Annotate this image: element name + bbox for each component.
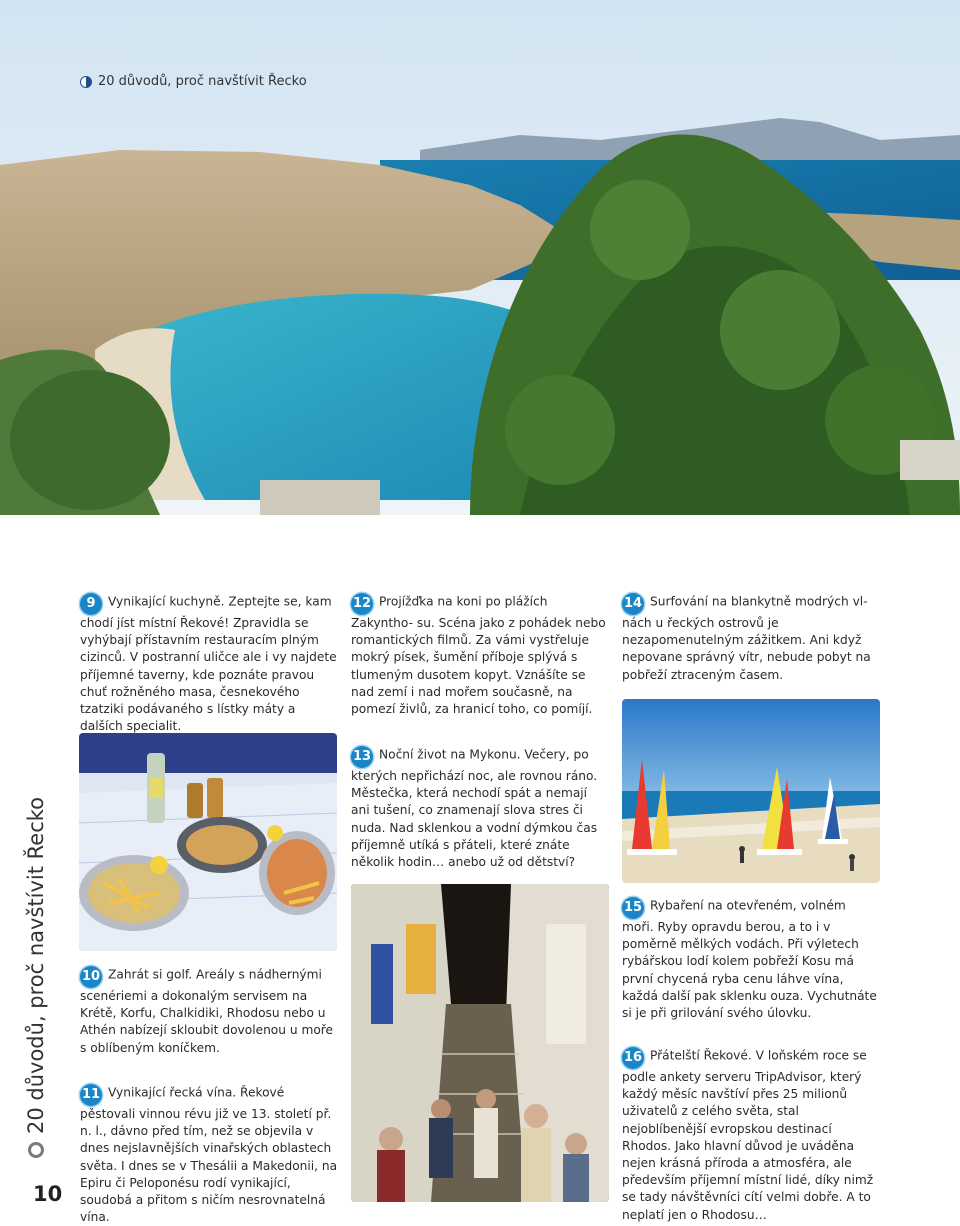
section-text-first: Noční život na Mykonu. Večery, (379, 747, 570, 762)
running-header (80, 74, 307, 89)
section-text-first: Vynikající řecká vína. Řekové pěstovali (80, 1085, 285, 1121)
section-text-rest: su. Scéna jako z pohádek nebo romantických filmů. Za vámi vystřeluje mokrý písek, šumění příboje splývá s tlumeným dusotem kopyt. Vznášíte se nad zemí i nad mořem současně, na pomezí živlů, za hranicí toho, co pomíjí. (351, 616, 606, 717)
section-text-first: Vynikající kuchyně. Zeptejte se, kam (108, 594, 332, 609)
section-text-rest: scenériemi a dokonalým servisem na Krétě, Korfu, Chalkidiki, Rhodosu nebo u Athén nabízejí skloubit dovolenou u moře s oblíbeným koníčkem. (80, 989, 334, 1055)
section-text-first: Zahrát si golf. Areály s nádhernými (108, 967, 322, 982)
photo-mykonos-night-street (351, 884, 609, 1202)
section-12 (351, 593, 609, 718)
circle-bullet-icon (28, 1142, 44, 1158)
page-number: 10 (33, 1182, 63, 1206)
section-13 (351, 746, 609, 871)
section-number-badge: 14 (622, 593, 644, 615)
section-text-rest: podle ankety serveru TripAdvisor, který každý měsíc navštíví přes 25 milionů uživatelů z celého světa, stal nejoblíbenější evropskou destinací Rhodos. Jako hlavní důvod je uváděna nejen krásná příroda a atmosféra, ale především příjemní místní lidé, díky nimž se tady návštěvníci cítí velmi dobře. A to neplatí jen o Rhodosu… (622, 1070, 874, 1222)
section-14 (622, 593, 880, 684)
section-number-badge: 15 (622, 897, 644, 919)
vertical-section-title (24, 797, 48, 1158)
half-circle-icon (80, 76, 92, 88)
section-9 (80, 593, 338, 735)
section-11 (80, 1084, 338, 1226)
section-16 (622, 1047, 880, 1224)
section-number-badge: 13 (351, 746, 373, 768)
section-15 (622, 897, 880, 1022)
section-number-badge: 12 (351, 593, 373, 615)
section-text-rest: vinnou révu již ve 13. století př. n. l., dávno před tím, než se objevila v dnes nejslavnějších vinařských oblastech světa. I dnes se v Thesálii a Makedonii, na Epiru či Peloponésu rodí vynikající, soudobá a přitom s ničím nesrovnatelná vína. (80, 1107, 338, 1225)
section-text-first: Surfování na blankytně modrých vl- (650, 594, 868, 609)
section-text-first: Rybaření na otevřeném, volném moři. (622, 898, 846, 934)
photo-beach-catamarans (622, 699, 880, 883)
section-text-first: Projížďka na koni po plážích Zakyntho- (351, 594, 548, 630)
section-text-rest: Ryby opravdu berou, a to i v poměrně mělkých vodách. Při výletech rybářskou lodí kolem pobřeží Kosu má první chycená ryba cenu láhve vína, každá další pak sklenku ouza. Vychutnáte si je při grilování svého úlovku. (622, 920, 877, 1021)
section-text-rest: po kterých nepřichází noc, ale rovnou ráno. Městečka, která nechodí spát a nemají ani tušení, co znamenají slova stres či nuda. Nad sklenkou a vodní dýmkou čas příjemně utíká s přáteli, které znáte několik hodin… anebo už od dětství? (351, 747, 598, 870)
section-text-rest: chodí jíst místní Řekové! Zpravidla se vyhýbají přístavním restauracím plným cizinců. V postranní uličce ale i vy najdete příjemné taverny, kde poznáte pravou chuť rožněného masa, česnekového tzatziki podávaného s lístky máty a dalších specialit. (80, 616, 337, 734)
running-header-title: 20 důvodů, proč navštívit Řecko (98, 74, 307, 89)
section-number-badge: 10 (80, 966, 102, 988)
section-text-first: Přátelští Řekové. V loňském roce se (650, 1048, 867, 1063)
section-number-badge: 9 (80, 593, 102, 615)
section-number-badge: 11 (80, 1084, 102, 1106)
section-number-badge: 16 (622, 1047, 644, 1069)
photo-greek-food (79, 733, 337, 951)
section-10 (80, 966, 338, 1057)
vertical-title-text: 20 důvodů, proč navštívit Řecko (24, 796, 48, 1134)
section-text-rest: nách u řeckých ostrovů je nezapomenutelným zážitkem. Ani když nepovane správný vítr, nebude pobyt na pobřeží ztraceným časem. (622, 616, 871, 682)
